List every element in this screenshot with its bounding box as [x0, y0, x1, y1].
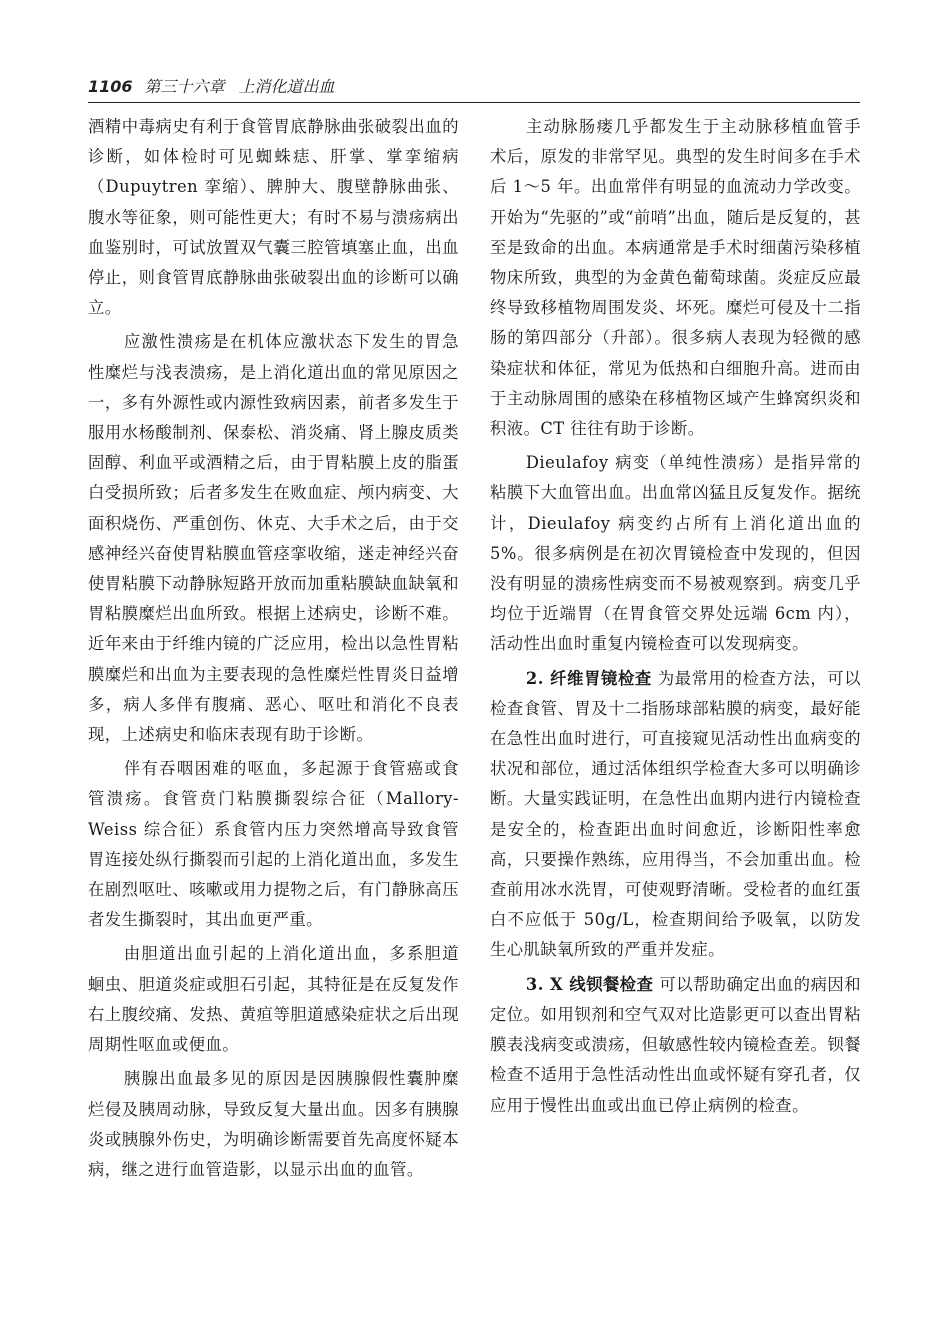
paragraph: 酒精中毒病史有利于食管胃底静脉曲张破裂出血的诊断，如体检时可见蜘蛛痣、肝掌、掌挛缩病（Dupuytren 挛缩）、脾肿大、腹壁静脉曲张、腹水等征象，则可能性更大；有时不易与溃疡病出血鉴别时，可试放置双气囊三腔管填塞止血，出血停止，则食管胃底静脉曲张破裂出血的诊断可以确立。 [88, 117, 459, 318]
right-column [490, 112, 861, 1121]
left-column [88, 112, 459, 1185]
paragraph: 主动脉肠瘘几乎都发生于主动脉移植血管手术后，原发的非常罕见。典型的发生时间多在手术后 1～5 年。出血常伴有明显的血流动力学改变。开始为“先驱的”或“前哨”出血，随后是反复的，甚至是致命的出血。本病通常是手术时细菌污染移植物床所致，典型的为金黄色葡萄球菌。炎症反应最终导致移植物周围发炎、坏死。糜烂可侵及十二指肠的第四部分（升部）。很多病人表现为轻微的感染症状和体征，常见为低热和白细胞升高。进而由于主动脉周围的感染在移植物区域产生蜂窝织炎和积液。CT 往往有助于诊断。 [490, 117, 861, 439]
running-header [88, 74, 860, 103]
section-text: 为最常用的检查方法，可以检查食管、胃及十二指肠球部粘膜的病变，最好能在急性出血时进行，可直接窥见活动性出血病变的状况和部位，通过活体组织学检查大多可以明确诊断。大量实践证明，在急性出血期内进行内镜检查是安全的，检查距出血时间愈近，诊断阳性率愈高，只要操作熟练，应用得当，不会加重出血。检查前用冰水洗胃，可使观野清晰。受检者的血红蛋白不应低于 50g/L，检查期间给予吸氧，以防发生心肌缺氧所致的严重并发症。 [490, 668, 861, 960]
paragraph: 胰腺出血最多见的原因是因胰腺假性囊肿糜烂侵及胰周动脉，导致反复大量出血。因多有胰腺炎或胰腺外伤史，为明确诊断需要首先高度怀疑本病，继之进行血管造影，以显示出血的血管。 [88, 1069, 459, 1179]
page-number: 1106 [88, 77, 133, 96]
chapter-title: 上消化道出血 [238, 77, 335, 96]
chapter-label: 第三十六章 [144, 77, 225, 96]
paragraph: 由胆道出血引起的上消化道出血，多系胆道蛔虫、胆道炎症或胆石引起，其特征是在反复发作右上腹绞痛、发热、黄疸等胆道感染症状之后出现周期性呕血或便血。 [88, 944, 459, 1055]
paragraph: Dieulafoy 病变（单纯性溃疡）是指异常的粘膜下大血管出血。出血常凶猛且反复发作。据统计，Dieulafoy 病变约占所有上消化道出血的 5%。很多病例是在初次胃镜检查中发现的，但因没有明显的溃疡性病变而不易被观察到。病变几乎均位于近端胃（在胃食管交界处远端 6cm 内），活动性出血时重复内镜检查可以发现病变。 [490, 453, 861, 654]
section-heading: 3. X 线钡餐检查 [525, 974, 654, 994]
paragraph: 应激性溃疡是在机体应激状态下发生的胃急性糜烂与浅表溃疡，是上消化道出血的常见原因之一，多有外源性或内源性致病因素，前者多发生于服用水杨酸制剂、保泰松、消炎痛、肾上腺皮质类固醇、利血平或酒精之后，由于胃粘膜上皮的脂蛋白受损所致；后者多发生在败血症、颅内病变、大面积烧伤、严重创伤、休克、大手术之后，由于交感神经兴奋使胃粘膜血管痉挛收缩，迷走神经兴奋使胃粘膜下动静脉短路开放而加重粘膜缺血缺氧和胃粘膜糜烂出血所致。根据上述病史，诊断不难。近年来由于纤维内镜的广泛应用，检出以急性胃粘膜糜烂和出血为主要表现的急性糜烂性胃炎日益增多，病人多伴有腹痛、恶心、呕吐和消化不良表现，上述病史和临床表现有助于诊断。 [88, 332, 459, 745]
section-paragraph [490, 664, 861, 966]
section-paragraph [490, 970, 861, 1121]
section-heading: 2. 纤维胃镜检查 [525, 668, 652, 688]
section-text: 可以帮助确定出血的病因和定位。如用钡剂和空气双对比造影更可以查出胃粘膜表浅病变或溃疡，但敏感性较内镜检查差。钡餐检查不适用于急性活动性出血或怀疑有穿孔者，仅应用于慢性出血或出血已停止病例的检查。 [490, 974, 861, 1115]
paragraph: 伴有吞咽困难的呕血，多起源于食管癌或食管溃疡。食管贲门粘膜撕裂综合征（Mallory-Weiss 综合征）系食管内压力突然增高导致食管胃连接处纵行撕裂而引起的上消化道出血，多发生在剧烈呕吐、咳嗽或用力提物之后，有门静脉高压者发生撕裂时，其出血更严重。 [88, 759, 459, 930]
